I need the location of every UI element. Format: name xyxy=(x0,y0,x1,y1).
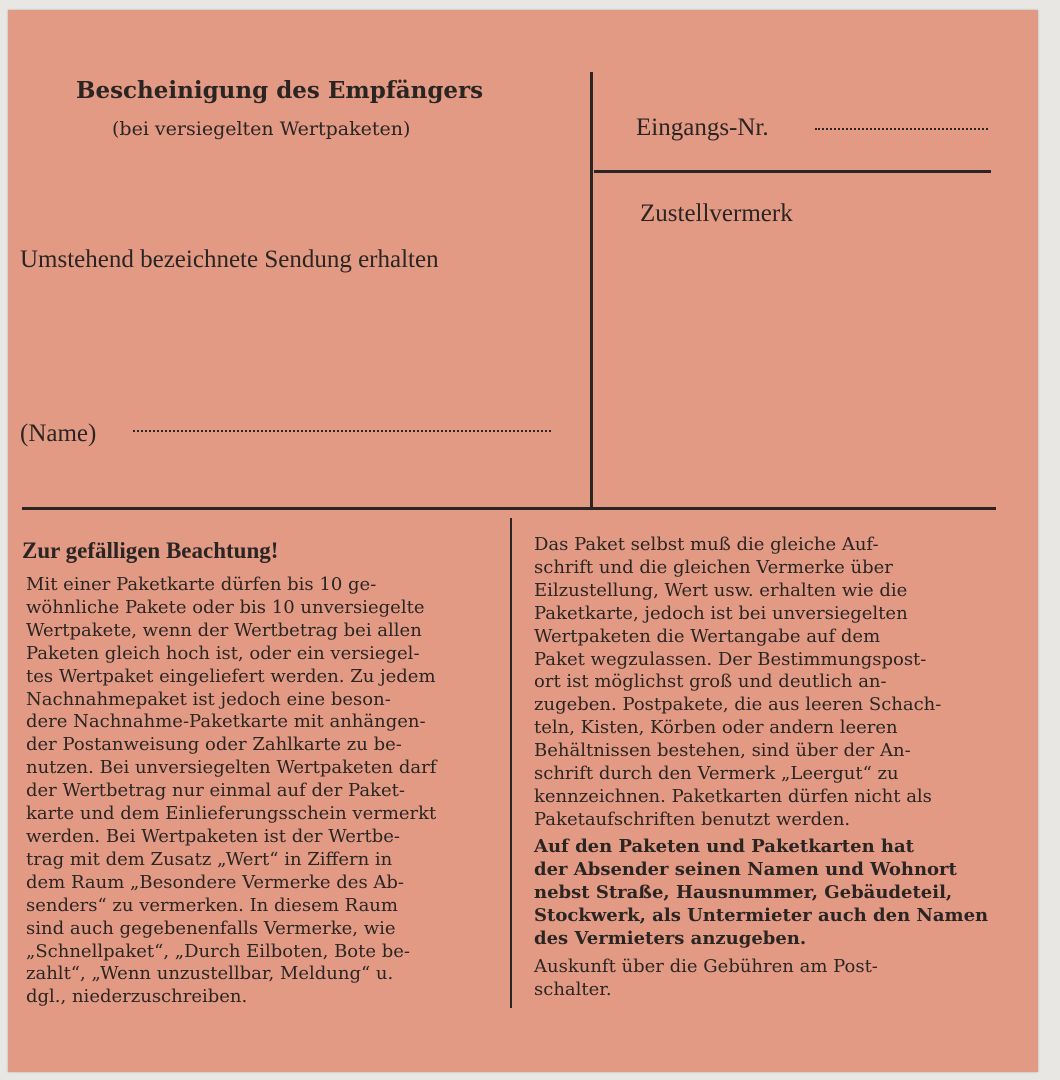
vertical-divider-top xyxy=(590,72,593,508)
name-line xyxy=(133,430,551,432)
sender-info-text: Auf den Paketen und Paketkarten hat der Absender seinen Namen und Wohnort nebst Straße, Hausnummer, Gebäudeteil, Stockwerk, als Untermieter auch den Namen des Vermieters anzugeben. xyxy=(534,836,989,949)
entry-number-label: Eingangs-Nr. xyxy=(636,114,769,141)
notice-heading: Zur gefälligen Beachtung! xyxy=(22,538,279,563)
fees-info-text: Auskunft über die Gebühren am Post- schalter. xyxy=(534,956,878,1000)
parcel-label-text: Das Paket selbst muß die gleiche Auf- schrift und die gleichen Vermerke über Eilzustellung, Wert usw. erhalten wie die Paketkarte, jedoch ist bei unversiegelten Wertpaketen die Wertangabe auf dem Paket wegzulassen. Der Bestimmungspost- ort ist möglichst groß und deutlich an- zugeben. Postpakete, die aus leeren Schach- teln, Kisten, Körben oder andern leeren Behältnissen bestehen, sind über der An- schrift durch den Vermerk „Leergut“ zu kennzeichnen. Paketkarten dürfen nicht als Paketaufschriften benutzt werden. xyxy=(534,534,942,830)
parcel-card-back xyxy=(8,10,1038,1072)
recipient-certificate-title: Bescheinigung des Empfängers xyxy=(76,77,484,104)
received-text: Umstehend bezeichnete Sendung erhalten xyxy=(20,246,439,273)
horizontal-divider-main xyxy=(22,507,996,510)
name-label: (Name) xyxy=(20,420,97,447)
recipient-certificate-subtitle: (bei versiegelten Wertpaketen) xyxy=(112,118,411,140)
entry-number-line xyxy=(815,128,988,130)
delivery-note-label: Zustellvermerk xyxy=(640,200,793,227)
horizontal-divider-right xyxy=(594,170,991,173)
notice-text: Mit einer Paketkarte dürfen bis 10 ge- wöhnliche Pakete oder bis 10 unversiegelte Wertpakete, wenn der Wertbetrag bei allen Paketen gleich hoch ist, oder ein versiegel- tes Wertpaket eingeliefert werden. Zu jedem Nachnahmepaket ist jedoch eine beson- dere Nachnahme-Paketkarte mit anhängen- der Postanweisung oder Zahlkarte zu be- nutzen. Bei unversiegelten Wertpaketen darf der Wertbetrag nur einmal auf der Paket- karte und dem Einlieferungsschein vermerkt werden. Bei Wertpaketen ist der Wertbe- trag mit dem Zusatz „Wert“ in Ziffern in dem Raum „Besondere Vermerke des Ab- senders“ zu vermerken. In diesem Raum sind auch gegebenenfalls Vermerke, wie „Schnellpaket“, „Durch Eilboten, Bote be- zahlt“, „Wenn unzustellbar, Meldung“ u. dgl., niederzuschreiben. xyxy=(26,574,437,1008)
vertical-divider-bottom xyxy=(510,518,512,1008)
